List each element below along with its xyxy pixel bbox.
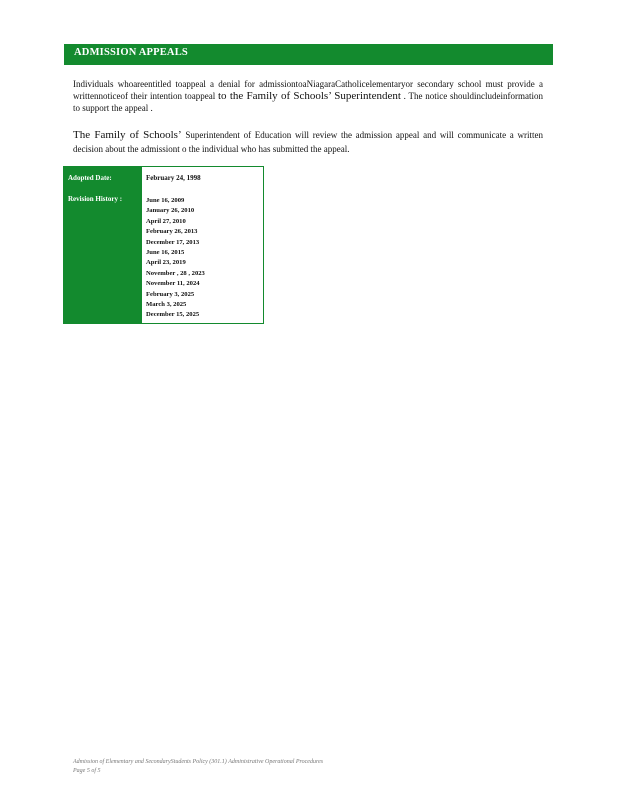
- adopted-date-label: Adopted Date:: [68, 174, 112, 182]
- revision-table: [63, 166, 264, 324]
- review-paragraph: [73, 128, 543, 156]
- para2-emphasis: The Family of Schools’: [73, 129, 182, 141]
- revision-date: January 26, 2010: [146, 207, 195, 215]
- para1-text: Individuals whoareentitled toappeal a denial for admissiontoaNiagaraCatholicelementaryor secondary school must provide a writtennoticeof their intention toappeal: [73, 79, 543, 101]
- revision-date: February 3, 2025: [146, 290, 195, 298]
- revision-date: November 11, 2024: [146, 280, 200, 288]
- revision-date: November , 28 , 2023: [146, 269, 205, 277]
- revision-date: April 23, 2019: [146, 259, 186, 267]
- para2-text: Superintendent of Education will review the admission appeal and will communicate a written decision about the admissiont o the individual who has submitted the appeal.: [73, 130, 544, 154]
- revision-date: February 26, 2013: [146, 228, 198, 236]
- revision-date: March 3, 2025: [146, 301, 187, 309]
- revision-date: June 16, 2009: [146, 197, 185, 204]
- appeal-notice-paragraph: [73, 78, 543, 114]
- footer-document-title: Admission of Elementary and SecondaryStudents Policy (301.1) Administrative Operational Procedures: [73, 759, 324, 765]
- para1-end: . The notice shouldincludeinformation to support the appeal .: [73, 91, 544, 113]
- adopted-date-value: February 24, 1998: [146, 174, 201, 182]
- revision-date: December 17, 2013: [146, 238, 200, 246]
- page-footer: [73, 758, 323, 776]
- section-title: ADMISSION APPEALS: [74, 47, 188, 58]
- revision-date: April 27, 2010: [146, 217, 186, 225]
- revision-date: December 15, 2025: [146, 311, 200, 319]
- footer-page-number: Page 5 of 5: [73, 768, 101, 774]
- para1-emphasis: to the Family of Schools’ Superintendent: [218, 90, 401, 102]
- revision-history-list: [146, 196, 205, 321]
- revision-history-label: Revision History :: [68, 195, 123, 203]
- revision-date: June 16, 2015: [146, 249, 185, 257]
- revision-table-label-column: [64, 167, 142, 323]
- section-header-bar: [64, 44, 553, 65]
